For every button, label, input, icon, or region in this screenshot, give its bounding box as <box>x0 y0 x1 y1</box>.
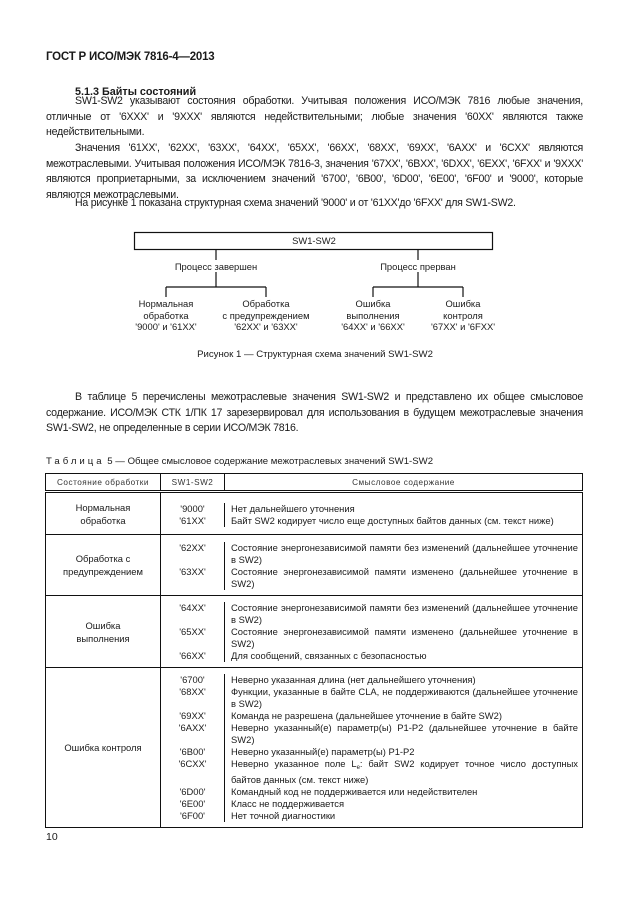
branch-completed-label: Процесс завершен <box>174 261 258 272</box>
table-entry: '66XX' Для сообщений, связанных с безопасностью <box>161 650 582 662</box>
table-entry: '68XX' Функции, указанные в байте CLA, не поддерживаются (дальнейшее уточнение в SW2) <box>161 686 582 710</box>
paragraph-2: Значения '61XX', '62XX', '63XX', '64XX', '65XX', '66XX', '68XX', '69XX', '6AXX' и '6CXX' являются межотраслевыми. Учитывая положения ИСО/МЭК 7816-3, значения '67XX', '6BXX', '6DXX', '6EXX', '6FXX' и '9XXX' являются проприетарными, за исключением значений '6700', '6B00', '6D00', '6E00', '6F00' и '9000', которые являются межотраслевыми. <box>46 142 583 201</box>
paragraph-1: SW1-SW2 указывают состояния обработки. Учитывая положения ИСО/МЭК 7816 любые значения, отличные от '6XXX' и '9XXX' являются недействительными; любые значения '60XX' являются также недействительными. <box>46 95 583 139</box>
state-cell: Обработка с предупреждением <box>46 535 161 596</box>
table-entry: '62XX' Состояние энергонезависимой памяти без изменений (дальнейшее уточнение в SW2) <box>161 542 582 566</box>
status-table <box>45 473 583 828</box>
node-checking-error: Ошибка контроля '67XX' и '6FXX' <box>431 298 495 332</box>
branch-aborted-label: Процесс прерван <box>380 261 456 272</box>
node-execution-error: Ошибка выполнения '64XX' и '66XX' <box>341 298 405 332</box>
table-entry: '64XX' Состояние энергонезависимой памяти без изменений (дальнейшее уточнение в SW2) <box>161 602 582 626</box>
paragraph-4: В таблице 5 перечислены межотраслевые значения SW1-SW2 и представлено их общее смысловое содержание. ИСО/МЭК СТК 1/ПК 17 зарезервировал для использования в будущем межотраслевые значения SW1-SW2, не определенные в серии ИСО/МЭК 7816. <box>46 391 583 435</box>
table-entry: '63XX' Состояние энергонезависимой памяти изменено (дальнейшее уточнение в SW2) <box>161 566 582 590</box>
table-header-row <box>46 474 583 492</box>
figure-caption: Рисунок 1 — Структурная схема значений SW1-SW2 <box>197 349 433 360</box>
table-entry: '6B00' Неверно указанный(е) параметр(ы) P1-P2 <box>161 746 582 758</box>
header-state: Состояние обработки <box>46 474 161 492</box>
header-sw: SW1-SW2 <box>161 474 225 492</box>
header-meaning: Смысловое содержание <box>225 474 583 492</box>
table-entry: '69XX' Команда не разрешена (дальнейшее уточнение в байте SW2) <box>161 710 582 722</box>
table-entry: '6D00' Командный код не поддерживается или недействителен <box>161 786 582 798</box>
section-title: 5.1.3 Байты состояний <box>75 86 197 98</box>
table-row <box>46 668 583 828</box>
table-entry: '6E00' Класс не поддерживается <box>161 798 582 810</box>
table-row <box>46 535 583 596</box>
node-normal-processing: Нормальная обработка '9000' и '61XX' <box>135 298 197 332</box>
table-entry: '6F00' Нет точной диагностики <box>161 810 582 822</box>
table-entry: '6CXX' Неверно указанное поле $L_e$: байт SW2 кодирует точное число доступных байтов данных (см. текст ниже) <box>161 758 582 786</box>
diagram-root-label: SW1-SW2 <box>292 235 336 246</box>
document-header: ГОСТ Р ИСО/МЭК 7816-4—2013 <box>46 51 215 63</box>
node-warning-processing: Обработка с предупреждением '62XX' и '63XX' <box>222 298 310 332</box>
table-entry: '9000' Нет дальнейшего уточнения <box>161 503 582 515</box>
table-entry: '6AXX' Неверно указанный(е) параметр(ы) P1-P2 (дальнейшее уточнение в байте SW2) <box>161 722 582 746</box>
table-entry: '6700' Неверно указанная длина (нет дальнейшего уточнения) <box>161 674 582 686</box>
state-cell: Ошибка контроля <box>46 668 161 828</box>
state-cell: Нормальная обработка <box>46 492 161 535</box>
paragraph-3: На рисунке 1 показана структурная схема значений '9000' и от '61XX'до '6FXX' для SW1-SW2. <box>75 197 516 209</box>
table-entry: '65XX' Состояние энергонезависимой памяти изменено (дальнейшее уточнение в SW2) <box>161 626 582 650</box>
table-row <box>46 596 583 668</box>
page-number: 10 <box>46 831 58 843</box>
table-caption: Таблица 5 — Общее смысловое содержание межотраслевых значений SW1-SW2 <box>46 456 434 467</box>
state-cell: Ошибка выполнения <box>46 596 161 668</box>
table-row <box>46 492 583 535</box>
table-entry: '61XX' Байт SW2 кодирует число еще доступных байтов данных (см. текст ниже) <box>161 515 582 527</box>
